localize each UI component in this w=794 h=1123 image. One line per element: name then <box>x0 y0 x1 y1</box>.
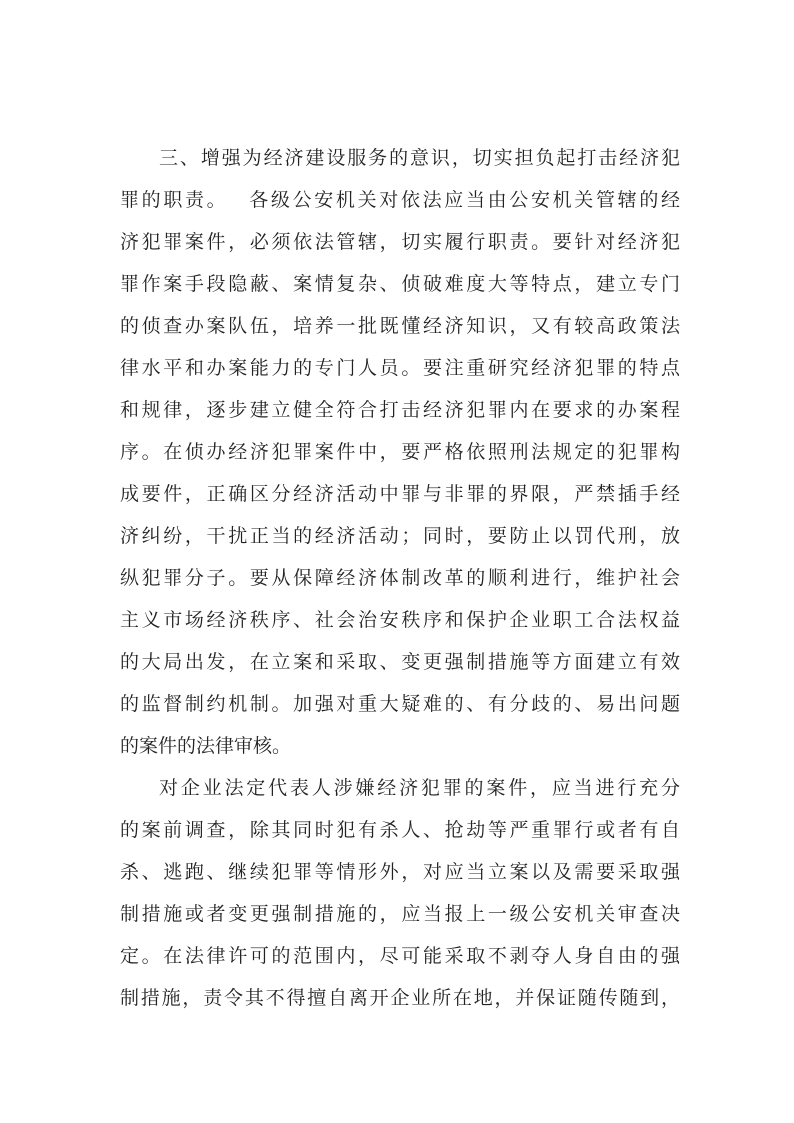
text-line: 的侦查办案队伍，培养一批既懂经济知识，又有较高政策法 <box>120 315 680 337</box>
text-line: 的大局出发，在立案和采取、变更强制措施等方面建立有效 <box>120 651 680 673</box>
text-line: 罪的职责。 各级公安机关对依法应当由公安机关管辖的经 <box>120 189 680 211</box>
text-line: 律水平和办案能力的专门人员。要注重研究经济犯罪的特点 <box>120 357 680 379</box>
text-line: 罪作案手段隐蔽、案情复杂、侦破难度大等特点，建立专门 <box>120 273 680 295</box>
text-line: 济犯罪案件，必须依法管辖，切实履行职责。要针对经济犯 <box>120 231 680 253</box>
text-line: 和规律，逐步建立健全符合打击经济犯罪内在要求的办案程 <box>120 399 680 421</box>
text-line: 纵犯罪分子。要从保障经济体制改革的顺利进行，维护社会 <box>120 567 680 589</box>
text-line: 制措施或者变更强制措施的，应当报上一级公安机关审查决 <box>120 903 680 925</box>
text-line: 对企业法定代表人涉嫌经济犯罪的案件，应当进行充分 <box>159 777 680 799</box>
text-line: 三、增强为经济建设服务的意识，切实担负起打击经济犯 <box>159 147 680 169</box>
text-line: 序。在侦办经济犯罪案件中，要严格依照刑法规定的犯罪构 <box>120 441 680 463</box>
text-line: 主义市场经济秩序、社会治安秩序和保护企业职工合法权益 <box>120 609 680 631</box>
text-line: 成要件，正确区分经济活动中罪与非罪的界限，严禁插手经 <box>120 483 680 505</box>
text-line: 制措施，责令其不得擅自离开企业所在地，并保证随传随到， <box>120 987 680 1009</box>
text-line: 杀、逃跑、继续犯罪等情形外，对应当立案以及需要采取强 <box>120 861 680 883</box>
text-line: 的监督制约机制。加强对重大疑难的、有分歧的、易出问题 <box>120 693 680 715</box>
text-line: 济纠纷，干扰正当的经济活动；同时，要防止以罚代刑，放 <box>120 525 680 547</box>
text-line: 的案件的法律审核。 <box>120 735 292 757</box>
text-line: 定。在法律许可的范围内，尽可能采取不剥夺人身自由的强 <box>120 945 680 967</box>
text-line: 的案前调查，除其同时犯有杀人、抢劫等严重罪行或者有自 <box>120 819 680 841</box>
